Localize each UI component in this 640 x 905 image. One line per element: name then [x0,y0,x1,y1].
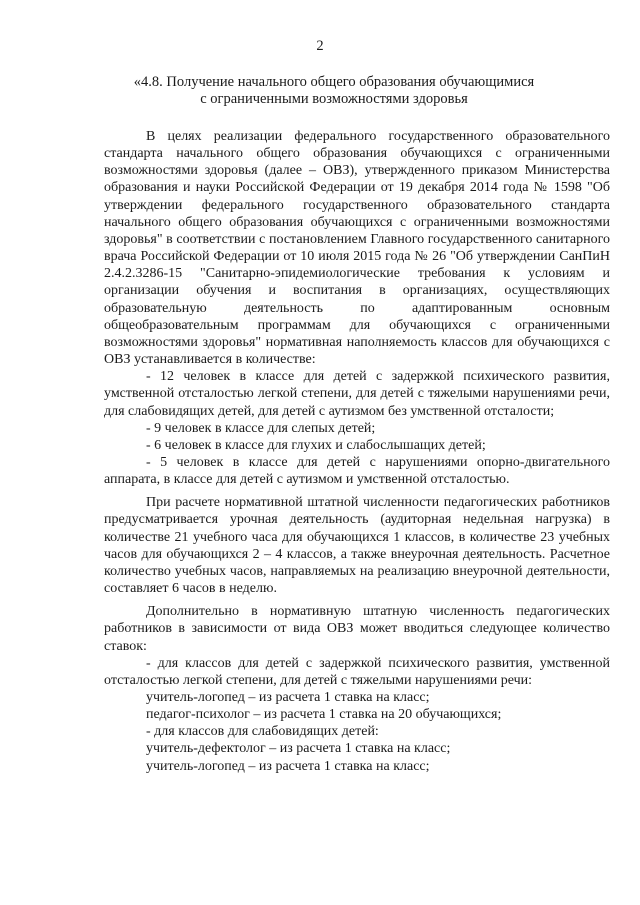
body-text [104,128,610,775]
list-item-12-pupils: - 12 человек в классе для детей с задержкой психического развития, умственной отсталостью легкой степени, для детей с тяжелыми нарушениями речи, для слабовидящих детей, для детей с аутизмом без умственной отсталости; [104,369,610,419]
list-item-speech-therapist-2: учитель-логопед – из расчета 1 ставка на класс; [146,758,430,774]
list-item-psychologist: педагог-психолог – из расчета 1 ставка на 20 обучающихся; [146,707,502,723]
list-item-visually-impaired-classes: - для классов для слабовидящих детей: [146,724,379,740]
list-item-9-pupils: - 9 человек в классе для слепых детей; [146,420,376,436]
list-item-zpr-classes: - для классов для детей с задержкой психического развития, умственной отсталостью легкой степени, для детей с тяжелыми нарушениями речи: [104,655,610,688]
section-title-line: «4.8. Получение начального общего образования обучающимися [133,74,535,90]
list-item-defectologist: учитель-дефектолог – из расчета 1 ставка на класс; [146,741,451,757]
paragraph-teaching-hours: При расчете нормативной штатной численности педагогических работников предусматривается урочная деятельность (аудиторная недельная нагрузка) в количестве 21 учебного часа для обучающихся 1 классов, в количестве 23 учебных часов для обучающихся 2 – 4 классов, а также внеурочная деятельность. Расчетное количество учебных часов, направляемых на реализацию внеурочной деятельности, составляет 6 часов в неделю. [104,495,610,597]
paragraph-class-size-norms: В целях реализации федерального государственного образовательного стандарта начального общего образования обучающихся с ограниченными возможностями здоровья (далее – ОВЗ), утвержденного приказом Министерства образования и науки Российской Федерации от 19 декабря 2014 года № 1598 "Об утверждении федерального государственного образовательного стандарта начального общего образования обучающихся с ограниченными возможностями здоровья" в соответствии с постановлением Главного государственного санитарного врача Российской Федерации от 10 июля 2015 года № 26 "Об утверждении СанПиН 2.4.2.3286-15 "Санитарно-эпидемиологические требования к условиям и организации обучения и воспитания в организациях, осуществляющих образовательную деятельность по адаптированным основным общеобразовательным программам для обучающихся с ограниченными возможностями здоровья" нормативная наполняемость классов для обучающихся с ОВЗ устанавливается в количестве: [104,129,610,368]
list-item-5-pupils: - 5 человек в классе для детей с нарушениями опорно-двигательного аппарата, в классе для детей с аутизмом и умственной отсталостью. [104,454,610,488]
section-title [104,74,564,108]
page-number: 2 [316,38,324,54]
list-item-speech-therapist: учитель-логопед – из расчета 1 ставка на класс; [146,690,430,705]
list-item-6-pupils: - 6 человек в классе для глухих и слабослышащих детей; [146,437,486,453]
section-title-line: с ограниченными возможностями здоровья [200,91,468,107]
paragraph-additional-rates: Дополнительно в нормативную штатную численность педагогических работников в зависимости от вида ОВЗ может вводиться следующее количество ставок: [104,604,610,654]
